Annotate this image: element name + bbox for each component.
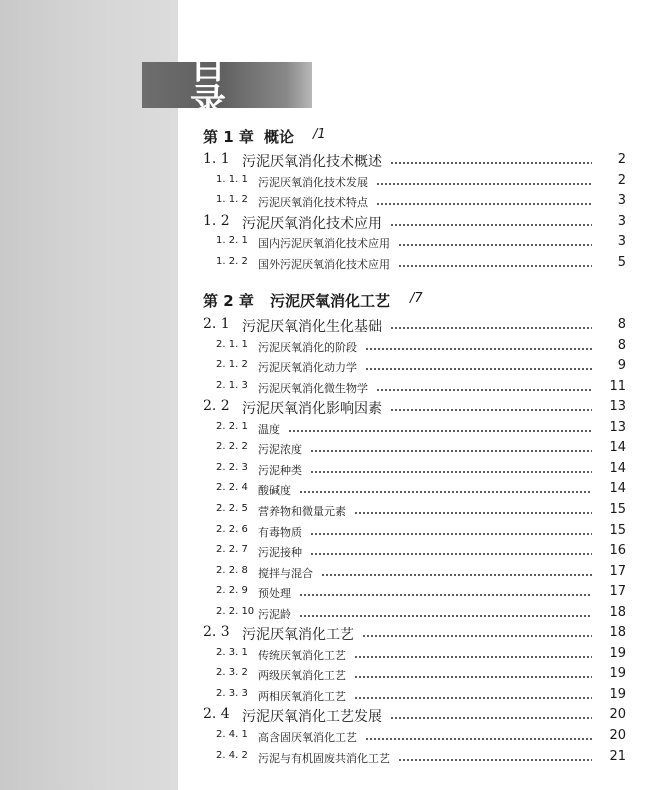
- leader-dots: [398, 244, 592, 246]
- toc-subsection-entry[interactable]: [0, 192, 666, 212]
- toc-subsection-entry[interactable]: [0, 501, 666, 521]
- entry-page-number: 18: [609, 625, 626, 641]
- entry-page-number: 14: [609, 481, 626, 497]
- entry-title: 污泥厌氧消化技术发展: [258, 175, 368, 189]
- entry-page-number: 13: [609, 419, 626, 435]
- entry-number: 2. 2. 7: [216, 544, 248, 556]
- toc-section-entry[interactable]: [0, 213, 666, 233]
- entry-number: 2. 2. 4: [216, 482, 248, 494]
- leader-dots: [354, 512, 592, 514]
- entry-number: 2. 2. 6: [216, 523, 248, 535]
- entry-number: 2. 2: [203, 398, 230, 415]
- entry-number: 1. 1. 2: [216, 194, 248, 206]
- leader-dots: [365, 368, 592, 370]
- toc-section-entry[interactable]: [0, 624, 666, 644]
- entry-page-number: 9: [617, 358, 626, 374]
- entry-title: 污泥厌氧消化工艺发展: [242, 709, 382, 726]
- toc-subsection-entry[interactable]: [0, 604, 666, 624]
- leader-dots: [310, 471, 592, 473]
- toc-subsection-entry[interactable]: [0, 748, 666, 768]
- toc-section-entry[interactable]: [0, 398, 666, 418]
- entry-page-number: 17: [609, 584, 626, 600]
- toc-subsection-entry[interactable]: [0, 583, 666, 603]
- leader-dots: [321, 574, 592, 576]
- entry-page-number: 2: [617, 152, 626, 167]
- leader-dots: [362, 635, 592, 637]
- entry-page-number: 5: [617, 254, 626, 270]
- entry-number: 2. 1. 2: [216, 359, 248, 371]
- entry-title: 污泥厌氧消化技术应用: [242, 215, 382, 232]
- entry-number: 2. 2. 5: [216, 502, 248, 514]
- toc-subsection-entry[interactable]: [0, 439, 666, 459]
- entry-page-number: 19: [609, 645, 626, 661]
- leader-dots: [310, 553, 592, 555]
- toc-subsection-entry[interactable]: [0, 337, 666, 357]
- entry-number: 1. 1: [203, 151, 230, 167]
- leader-dots: [390, 327, 592, 329]
- entry-page-number: 15: [609, 501, 626, 517]
- entry-page-number: 18: [609, 604, 626, 620]
- entry-page-number: 11: [609, 378, 626, 394]
- entry-number: 2. 3. 2: [216, 667, 248, 679]
- entry-page-number: 19: [609, 666, 626, 682]
- toc-subsection-entry[interactable]: [0, 686, 666, 706]
- leader-dots: [376, 389, 592, 391]
- entry-title: 传统厌氧消化工艺: [258, 648, 346, 662]
- entry-page-number: 14: [609, 460, 626, 476]
- entry-title: 污泥厌氧消化工艺: [242, 627, 354, 644]
- entry-title: 国内污泥厌氧消化技术应用: [258, 237, 390, 251]
- toc-subsection-entry[interactable]: [0, 542, 666, 562]
- toc-subsection-entry[interactable]: [0, 357, 666, 377]
- entry-number: 2. 3. 1: [216, 646, 248, 658]
- chapter-title: 污泥厌氧消化工艺: [270, 292, 391, 310]
- chapter-heading[interactable]: [0, 290, 666, 310]
- entry-title: 污泥种类: [258, 463, 302, 477]
- entry-number: 1. 2. 1: [216, 235, 248, 247]
- entry-page-number: 17: [609, 563, 626, 579]
- toc-section-entry[interactable]: [0, 706, 666, 726]
- entry-page-number: 15: [609, 522, 626, 538]
- toc-subsection-entry[interactable]: [0, 665, 666, 685]
- entry-page-number: 2: [617, 172, 626, 188]
- entry-number: 2. 2. 10: [216, 605, 255, 617]
- toc-section-entry[interactable]: [0, 316, 666, 336]
- toc-subsection-entry[interactable]: [0, 645, 666, 665]
- entry-number: 2. 4. 2: [216, 749, 248, 761]
- leader-dots: [299, 491, 592, 493]
- leader-dots: [310, 450, 592, 452]
- leader-dots: [299, 594, 592, 596]
- toc-subsection-entry[interactable]: [0, 378, 666, 398]
- leader-dots: [376, 183, 592, 185]
- toc-title: 目 录: [190, 46, 245, 123]
- entry-number: 2. 3. 3: [216, 687, 248, 699]
- toc-subsection-entry[interactable]: [0, 563, 666, 583]
- entry-title: 国外污泥厌氧消化技术应用: [258, 257, 390, 271]
- chapter-heading[interactable]: [0, 126, 666, 146]
- entry-page-number: 19: [609, 686, 626, 702]
- entry-number: 2. 1. 3: [216, 379, 248, 391]
- toc-subsection-entry[interactable]: [0, 254, 666, 274]
- toc-subsection-entry[interactable]: [0, 172, 666, 192]
- entry-page-number: 13: [609, 399, 626, 415]
- entry-title: 污泥接种: [258, 546, 302, 560]
- entry-page-number: 20: [609, 728, 626, 743]
- entry-title: 有毒物质: [258, 525, 302, 539]
- entry-number: 1. 2. 2: [216, 255, 248, 267]
- toc-subsection-entry[interactable]: [0, 480, 666, 500]
- entry-number: 1. 1. 1: [216, 173, 248, 185]
- entry-number: 2. 2. 3: [216, 461, 248, 473]
- leader-dots: [354, 697, 592, 699]
- entry-title: 污泥浓度: [258, 443, 302, 457]
- entry-number: 2. 2. 2: [216, 441, 248, 453]
- entry-title: 预处理: [258, 587, 291, 601]
- toc-subsection-entry[interactable]: [0, 419, 666, 439]
- entry-title: 污泥厌氧消化影响因素: [242, 401, 382, 418]
- entry-page-number: 20: [609, 707, 626, 723]
- entry-title: 温度: [258, 422, 280, 436]
- leader-dots: [354, 676, 592, 678]
- leader-dots: [310, 533, 592, 535]
- entry-number: 2. 4: [203, 706, 230, 723]
- toc-subsection-entry[interactable]: [0, 522, 666, 542]
- entry-page-number: 8: [617, 317, 626, 332]
- entry-title: 污泥与有机固废共消化工艺: [258, 751, 390, 765]
- entry-title: 污泥厌氧消化的阶段: [258, 340, 357, 354]
- toc-subsection-entry[interactable]: [0, 727, 666, 747]
- entry-title: 高含固厌氧消化工艺: [258, 731, 357, 744]
- leader-dots: [365, 738, 592, 740]
- leader-dots: [390, 409, 592, 411]
- entry-number: 2. 3: [203, 624, 230, 641]
- entry-number: 2. 2. 8: [216, 564, 248, 576]
- entry-page-number: 16: [609, 543, 626, 559]
- leader-dots: [390, 717, 592, 719]
- entry-page-number: 3: [617, 234, 626, 250]
- toc-subsection-entry[interactable]: [0, 460, 666, 480]
- chapter-label: 第 1 章: [203, 128, 254, 146]
- entry-number: 1. 2: [203, 212, 230, 229]
- entry-title: 污泥龄: [258, 607, 291, 621]
- entry-page-number: 21: [609, 748, 626, 764]
- entry-title: 污泥厌氧消化技术概述: [242, 154, 382, 170]
- entry-title: 营养物和微量元素: [258, 504, 346, 518]
- entry-title: 两级厌氧消化工艺: [258, 669, 346, 683]
- entry-page-number: 3: [617, 193, 626, 209]
- entry-number: 2. 2. 9: [216, 585, 248, 597]
- chapter-page: /1: [313, 127, 326, 142]
- entry-page-number: 3: [617, 213, 626, 229]
- toc-section-entry[interactable]: [0, 151, 666, 171]
- entry-title: 污泥厌氧消化生化基础: [242, 319, 382, 335]
- entry-title: 酸碱度: [258, 484, 291, 498]
- leader-dots: [398, 759, 592, 761]
- entry-number: 2. 1. 1: [216, 338, 248, 350]
- entry-page-number: 8: [617, 337, 626, 353]
- entry-title: 两相厌氧消化工艺: [258, 689, 346, 703]
- entry-number: 2. 1: [203, 316, 230, 332]
- entry-page-number: 14: [609, 440, 626, 456]
- leader-dots: [365, 348, 592, 350]
- leader-dots: [376, 203, 592, 205]
- leader-dots: [299, 615, 592, 617]
- entry-number: 2. 2. 1: [216, 420, 248, 432]
- leader-dots: [354, 656, 592, 658]
- toc-subsection-entry[interactable]: [0, 233, 666, 253]
- leader-dots: [398, 265, 592, 267]
- chapter-title: 概论: [264, 128, 295, 146]
- leader-dots: [390, 224, 592, 226]
- chapter-page: /7: [410, 291, 423, 306]
- entry-title: 污泥厌氧消化微生物学: [258, 381, 368, 395]
- entry-number: 2. 4. 1: [216, 729, 248, 740]
- chapter-label: 第 2 章: [203, 292, 254, 310]
- entry-title: 搅拌与混合: [258, 566, 313, 580]
- entry-title: 污泥厌氧消化动力学: [258, 361, 357, 375]
- leader-dots: [390, 162, 592, 164]
- leader-dots: [288, 430, 592, 432]
- entry-title: 污泥厌氧消化技术特点: [258, 196, 368, 210]
